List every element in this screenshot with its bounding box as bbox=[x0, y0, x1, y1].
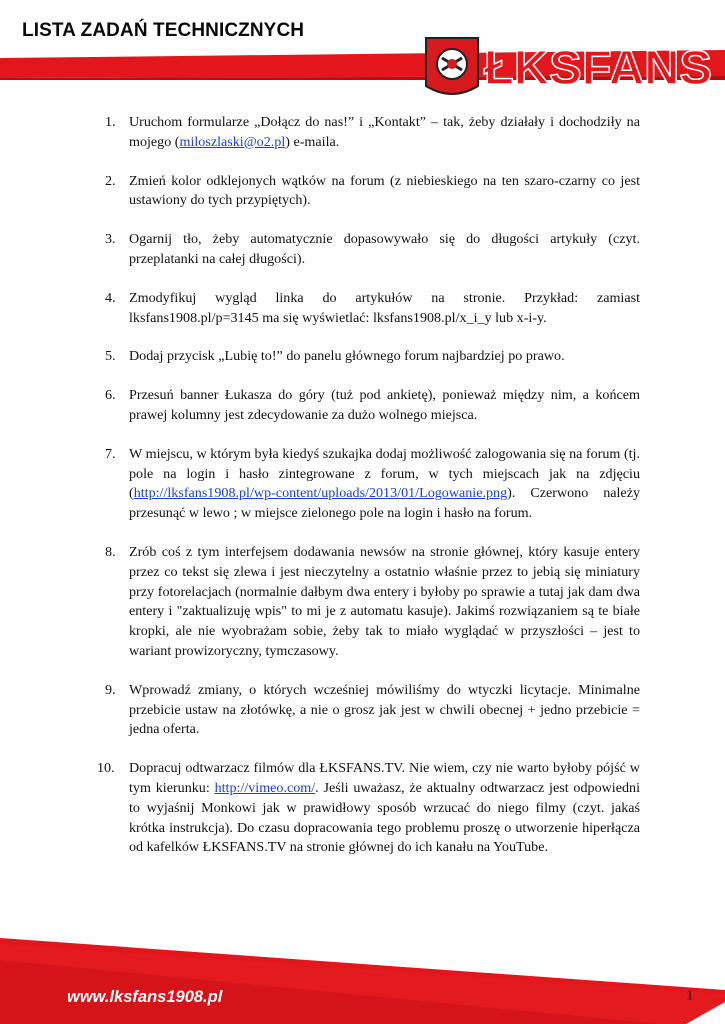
task-item-3 bbox=[105, 230, 640, 270]
task-text: Uruchom formularze „Dołącz do nas!” i „Kontakt” – tak, żeby działały i dochodziły na mojego ( bbox=[129, 114, 640, 150]
task-item-4 bbox=[105, 289, 640, 329]
task-text: Dodaj przycisk „Lubię to!” do panelu głównego forum najbardziej po prawo. bbox=[129, 348, 565, 365]
task-number: 5. bbox=[105, 348, 116, 365]
task-item-9 bbox=[105, 681, 640, 740]
task-item-7 bbox=[105, 445, 640, 524]
page-number: 1 bbox=[686, 988, 694, 1004]
task-text: Zmodyfikuj wygląd linka do artykułów na stronie. Przykład: zamiast lksfans1908.pl/p=3145 ma się wyświetlać: lksfans1908.pl/x_i_y lub x-i-y. bbox=[129, 289, 640, 326]
task-text-end: ). Czerwono należy przesunąć w lewo ; w miejsce zielonego pole na login i hasło na forum. bbox=[129, 485, 640, 522]
email-link[interactable]: miloszlaski@o2.pl bbox=[179, 133, 286, 150]
task-item-2 bbox=[105, 172, 640, 212]
footer-website: www.lksfans1908.pl bbox=[67, 988, 223, 1006]
task-text: W miejscu, w którym była kiedyś szukajka dodaj możliwość zalogowania się na forum (tj. pole na login i hasło zintegrowane z forum, w tych miejscach jak na zdjęciu ( bbox=[129, 445, 640, 502]
task-text: Przesuń banner Łukasza do góry (tuż pod ankietę), ponieważ między nim, a końcem prawej kolumny jest zdecydowanie za dużo wolnego miejsca. bbox=[129, 387, 640, 423]
task-item-8 bbox=[105, 543, 640, 662]
task-list bbox=[97, 113, 640, 858]
document-title: LISTA ZADAŃ TECHNICZNYCH bbox=[22, 20, 305, 41]
task-text: Zmień kolor odklejonych wątków na forum (z niebieskiego na ten szaro-czarny co jest ustawiony do tych przypiętych). bbox=[129, 172, 640, 209]
task-item-5 bbox=[105, 347, 640, 367]
task-number: 9. bbox=[105, 681, 116, 698]
lksfans-logo bbox=[418, 36, 718, 104]
task-item-10 bbox=[97, 759, 640, 858]
task-number: 2. bbox=[105, 172, 116, 189]
task-number: 10. bbox=[97, 760, 115, 777]
task-text: Zrób coś z tym interfejsem dodawania newsów na stronie głównej, który kasuje entery przez co tekst się zlewa i jest nieczytelny a ostatnio właśnie przez to jebią się miniatury przy fotorelacjach (normalnie dałbym dwa entery i byłoby po sprawie a tutaj jak dam dwa entery i "zaktualizuję wpis" to mi je z automatu kasuje). Jakimś rozwiązaniem są te białe kropki, ale nie wyobrażam sobie, żeby tak to miało wyglądać w przyszłości – jest to wariant prowizoryczny, tymczasowy. bbox=[129, 543, 640, 659]
task-text: Dopracuj odtwarzacz filmów dla ŁKSFANS.TV. Nie wiem, czy nie warto byłoby pójść w tym kierunku: bbox=[129, 760, 640, 796]
task-text-end: . Jeśli uważasz, że aktualny odtwarzacz jest odpowiedni to wyjaśnij Monkowi jak w prawidłowy sposób wrzucać do niego filmy (czyt. jakaś krótka instrukcja). Do czasu dopracowania tego problemu proszę o utworzenie hiperłącza od kafelków ŁKSFANS.TV na stronie głównej do ich kanału na YouTube. bbox=[129, 779, 640, 856]
logo-wordmark: ŁKSFANS bbox=[484, 42, 712, 95]
task-number: 8. bbox=[105, 543, 116, 560]
task-number: 6. bbox=[105, 387, 116, 404]
task-number: 7. bbox=[105, 445, 116, 462]
task-item-1 bbox=[105, 113, 640, 153]
task-text: Ogarnij tło, żeby automatycznie dopasowywało się do długości artykuły (czyt. przeplatanki na całej długości). bbox=[129, 231, 640, 267]
vimeo-link[interactable]: http://vimeo.com/ bbox=[214, 779, 316, 796]
task-text-end: ) e-maila. bbox=[285, 133, 340, 150]
screenshot-link[interactable]: http://lksfans1908.pl/wp-content/uploads/2013/01/Logowanie.png bbox=[133, 485, 508, 502]
task-number: 3. bbox=[105, 231, 116, 248]
task-number: 1. bbox=[105, 114, 116, 130]
task-number: 4. bbox=[105, 289, 116, 306]
task-item-6 bbox=[105, 386, 640, 426]
task-text: Wprowadź zmiany, o których wcześniej mówiliśmy do wtyczki licytacje. Minimalne przebicie ustaw na złotówkę, a nie o grosz jak jest w chwili obecnej + jedno przebicie = jedna oferta. bbox=[129, 681, 640, 738]
footer-red-band bbox=[0, 930, 725, 1024]
